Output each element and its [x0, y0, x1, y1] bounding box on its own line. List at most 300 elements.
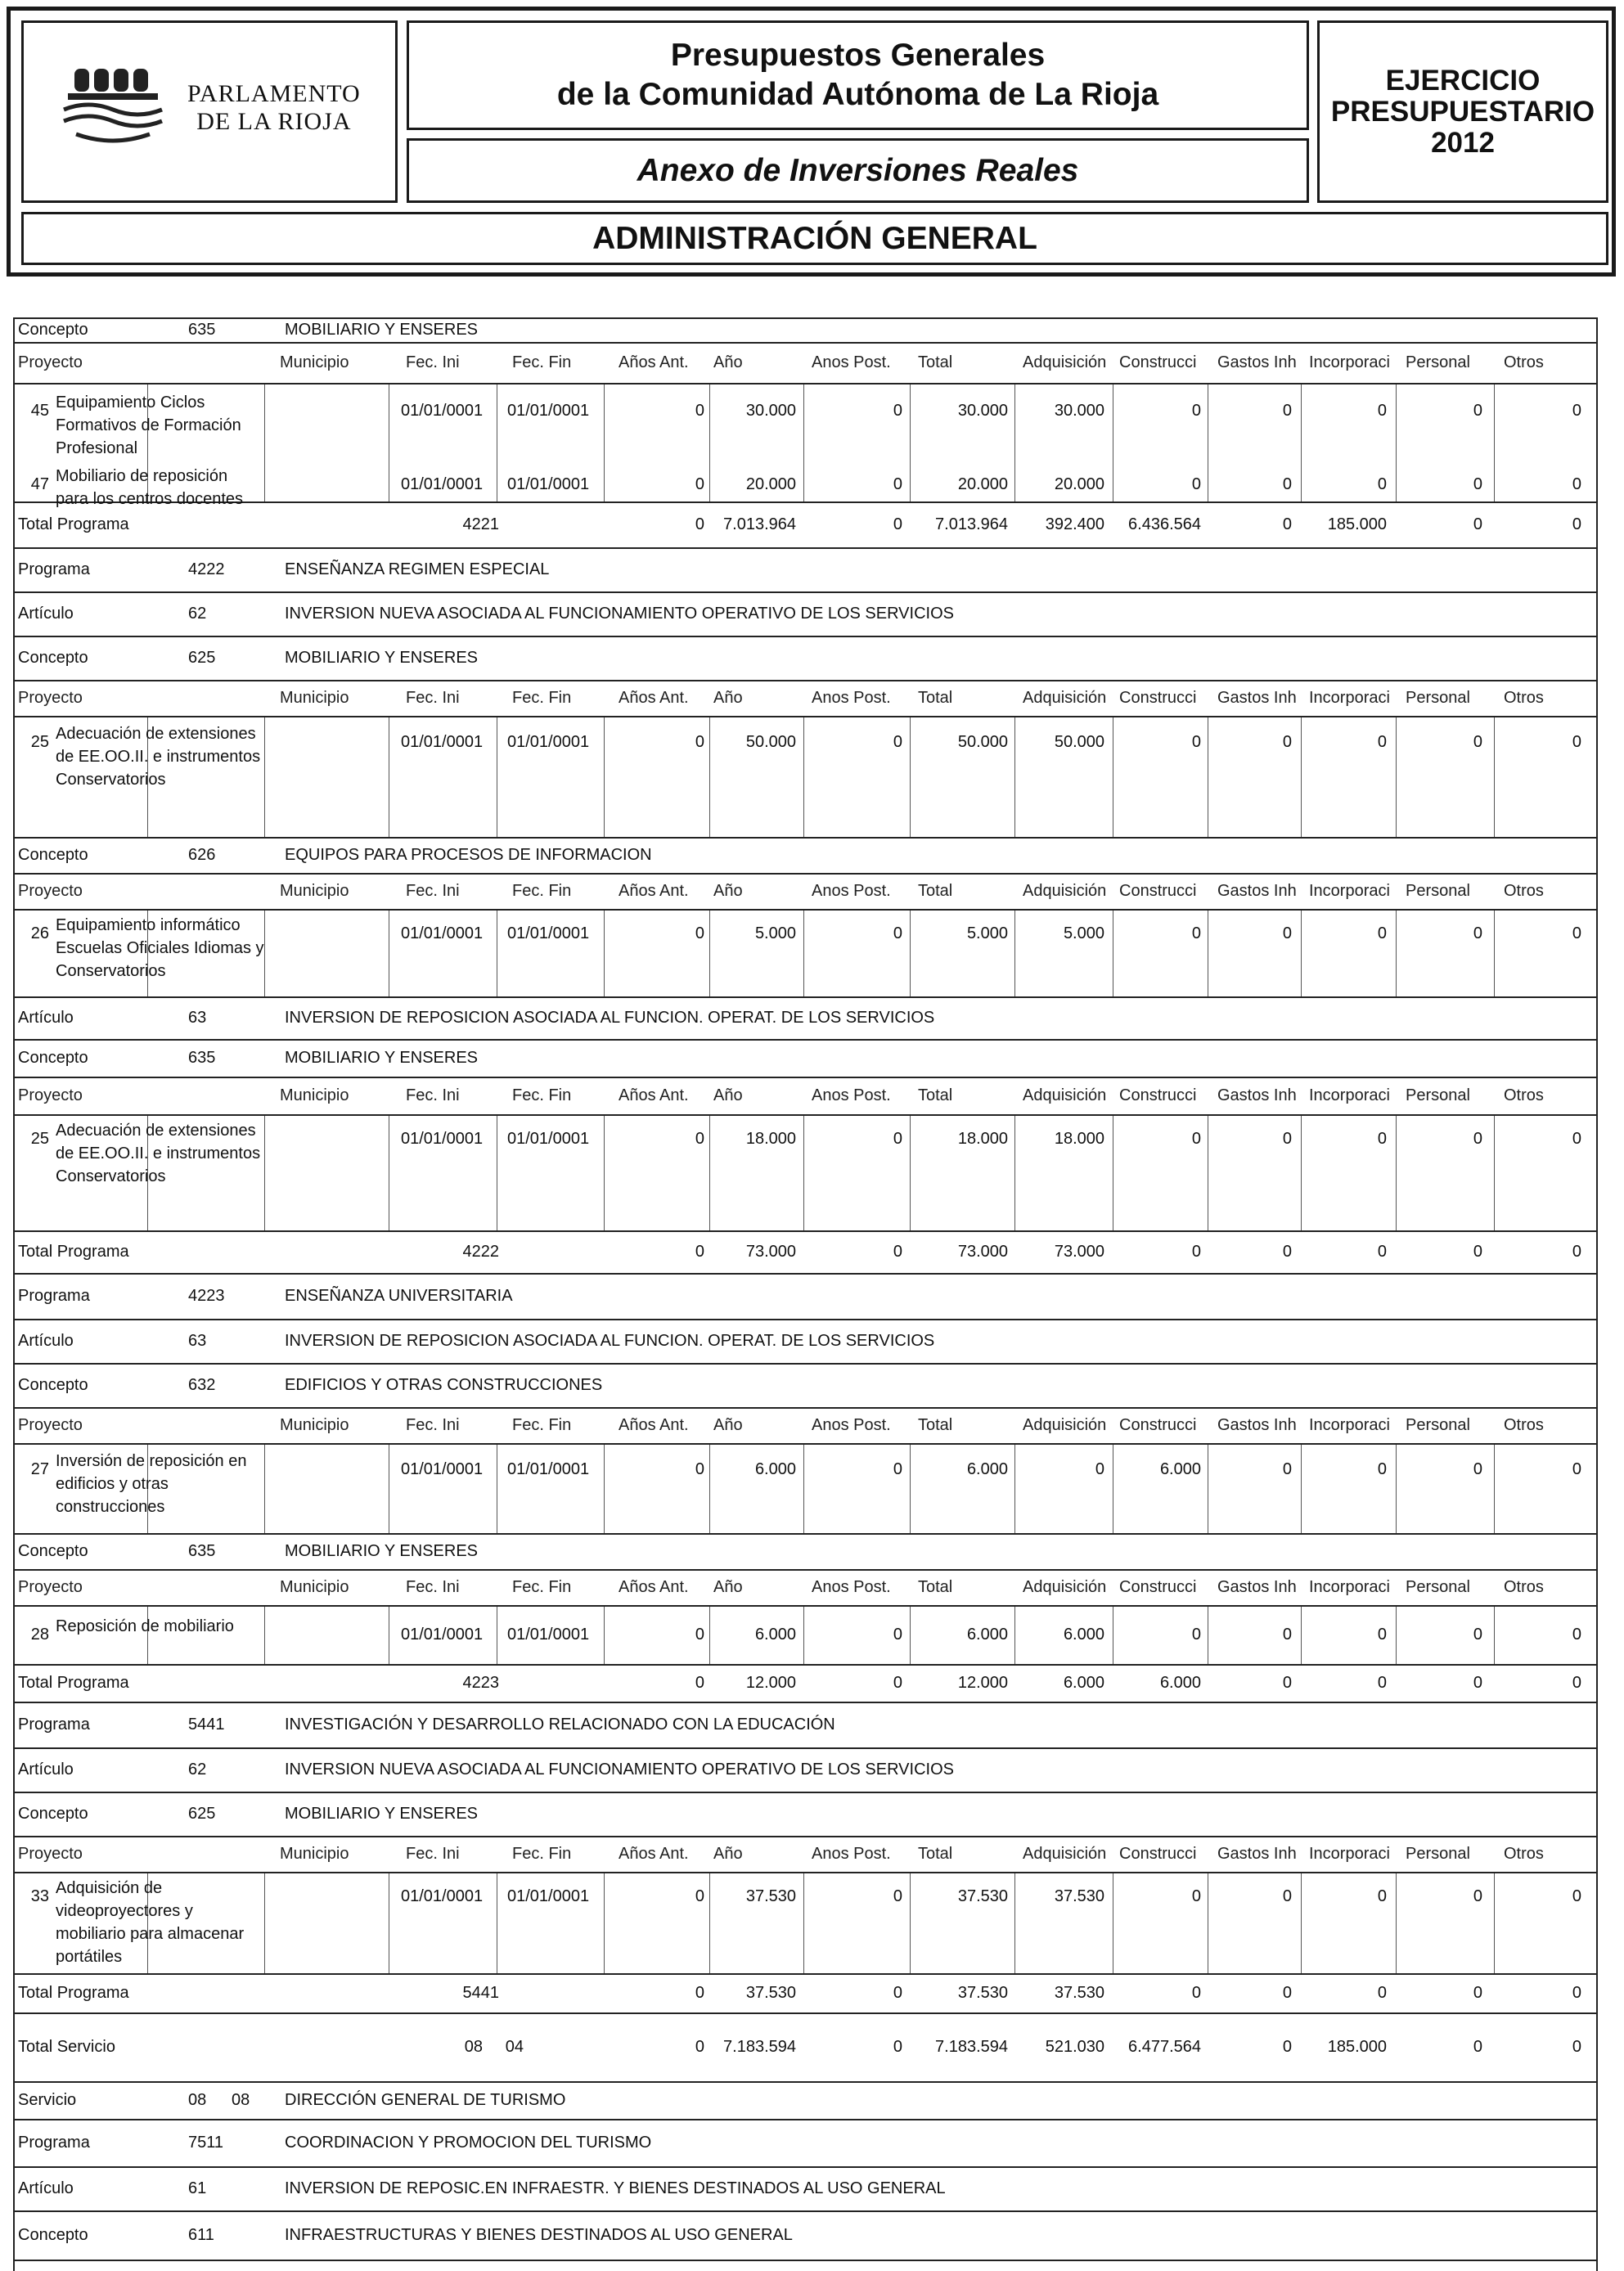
column-header-gastos-inh: Gastos Inh	[1217, 1845, 1297, 1863]
project-value-total: 6.000	[966, 1460, 1008, 1478]
project-value-total: 20.000	[957, 475, 1008, 493]
total-value-ano: 12.000	[745, 1674, 796, 1692]
total-value-construcci: 6.000	[1159, 1674, 1201, 1692]
column-divider	[910, 384, 911, 501]
project-value-anos-ant: 0	[695, 924, 704, 942]
project-end-date: 01/01/0001	[507, 402, 590, 420]
column-divider	[910, 1873, 911, 1973]
project-value-adquisicion: 30.000	[1054, 402, 1104, 420]
total-value-adquisicion: 392.400	[1045, 515, 1104, 533]
project-value-gastos-inh: 0	[1282, 1460, 1292, 1478]
project-value-adquisicion: 18.000	[1054, 1130, 1104, 1148]
project-value-anos-post: 0	[893, 1887, 902, 1905]
total-code: 5441	[462, 1984, 499, 2002]
project-value-anos-ant: 0	[695, 475, 704, 493]
label-description: ENSEÑANZA UNIVERSITARIA	[285, 1287, 513, 1305]
project-value-otros: 0	[1572, 1887, 1581, 1905]
project-end-date: 01/01/0001	[507, 1460, 590, 1478]
column-header-municipio: Municipio	[280, 353, 349, 371]
column-header-construcci: Construcci	[1119, 689, 1197, 707]
project-value-total: 5.000	[966, 924, 1008, 942]
column-header-gastos-inh: Gastos Inh	[1217, 353, 1297, 371]
total-value-gastos-inh: 0	[1282, 1984, 1292, 2002]
column-header-anos-ant: Años Ant.	[619, 1578, 689, 1596]
total-value-ano: 73.000	[745, 1243, 796, 1261]
project-value-construcci: 0	[1191, 475, 1201, 493]
group-label-row	[15, 319, 1596, 344]
column-header-personal: Personal	[1406, 882, 1470, 900]
column-divider	[264, 384, 265, 501]
total-value-adquisicion: 73.000	[1054, 1243, 1104, 1261]
column-divider	[1494, 717, 1495, 837]
column-divider	[709, 1116, 710, 1230]
project-value-total: 50.000	[957, 733, 1008, 751]
column-header-municipio: Municipio	[280, 689, 349, 707]
label-description: ENSEÑANZA REGIMEN ESPECIAL	[285, 560, 550, 578]
total-value-anos-post: 0	[893, 1984, 902, 2002]
column-header-fec-ini: Fec. Ini	[406, 1845, 460, 1863]
column-header-incorporaci: Incorporaci	[1309, 689, 1390, 707]
project-name: Reposición de mobiliario	[56, 1617, 234, 1635]
project-number: 26	[30, 924, 49, 942]
total-label: Total Programa	[18, 1674, 129, 1692]
column-header-row	[15, 344, 1596, 384]
group-label-row	[15, 2120, 1596, 2168]
project-value-anos-post: 0	[893, 733, 902, 751]
column-divider	[803, 1445, 804, 1533]
column-header-anos-post: Anos Post.	[812, 689, 891, 707]
label-type: Artículo	[18, 605, 74, 623]
project-value-anos-post: 0	[893, 1626, 902, 1644]
project-value-personal: 0	[1473, 1887, 1482, 1905]
column-divider	[1396, 717, 1397, 837]
column-header-fec-ini: Fec. Ini	[406, 882, 460, 900]
label-type: Concepto	[18, 1376, 88, 1394]
column-divider	[264, 717, 265, 837]
label-description: MOBILIARIO Y ENSERES	[285, 1805, 479, 1823]
column-header-construcci: Construcci	[1119, 1086, 1197, 1104]
total-value-anos-ant: 0	[695, 2038, 704, 2056]
group-label-row	[15, 1535, 1596, 1571]
group-label-row	[15, 1320, 1596, 1365]
column-divider	[1494, 384, 1495, 501]
project-value-adquisicion: 6.000	[1063, 1626, 1104, 1644]
column-divider	[910, 1607, 911, 1664]
total-value-construcci: 6.436.564	[1128, 515, 1201, 533]
group-label-row	[15, 1365, 1596, 1409]
column-header-gastos-inh: Gastos Inh	[1217, 1578, 1297, 1596]
project-value-incorporaci: 0	[1377, 924, 1387, 942]
project-value-otros: 0	[1572, 475, 1581, 493]
project-value-adquisicion: 20.000	[1054, 475, 1104, 493]
project-value-personal: 0	[1473, 1460, 1482, 1478]
column-header-anos-ant: Años Ant.	[619, 353, 689, 371]
total-value-total: 7.013.964	[935, 515, 1008, 533]
column-divider	[709, 911, 710, 996]
project-end-date: 01/01/0001	[507, 475, 590, 493]
column-header-ano: Año	[713, 689, 743, 707]
project-value-personal: 0	[1473, 402, 1482, 420]
total-value-adquisicion: 6.000	[1063, 1674, 1104, 1692]
project-row	[15, 1116, 1596, 1232]
column-header-fec-fin: Fec. Fin	[512, 689, 572, 707]
total-code: 08	[464, 2038, 483, 2056]
column-divider	[1014, 384, 1015, 501]
project-row	[15, 1607, 1596, 1666]
column-header-incorporaci: Incorporaci	[1309, 353, 1390, 371]
project-value-gastos-inh: 0	[1282, 402, 1292, 420]
column-header-row	[15, 1837, 1596, 1873]
total-value-otros: 0	[1572, 1674, 1581, 1692]
project-value-construcci: 0	[1191, 1130, 1201, 1148]
column-header-construcci: Construcci	[1119, 1416, 1197, 1434]
project-value-ano: 37.530	[745, 1887, 796, 1905]
total-value-gastos-inh: 0	[1282, 1243, 1292, 1261]
project-start-date: 01/01/0001	[401, 1887, 484, 1905]
project-value-otros: 0	[1572, 924, 1581, 942]
project-number: 27	[30, 1460, 49, 1478]
column-header-anos-ant: Años Ant.	[619, 689, 689, 707]
group-label-row	[15, 2212, 1596, 2261]
total-value-ano: 7.013.964	[723, 515, 796, 533]
total-value-construcci: 6.477.564	[1128, 2038, 1201, 2056]
total-code-2: 04	[505, 2038, 524, 2056]
document-subtitle: Anexo de Inversiones Reales	[407, 138, 1309, 203]
project-name: Adecuación de extensiones de EE.OO.II. e instrumentos Conservatorios	[56, 1122, 261, 1185]
column-header-row	[15, 1409, 1596, 1445]
column-header-adquisicion: Adquisición	[1023, 1086, 1107, 1104]
column-divider	[1396, 384, 1397, 501]
label-description: COORDINACION Y PROMOCION DEL TURISMO	[285, 2134, 652, 2152]
column-header-fec-ini: Fec. Ini	[406, 353, 460, 371]
column-header-otros: Otros	[1504, 882, 1544, 900]
column-header-proyecto: Proyecto	[18, 353, 83, 371]
label-description: INVERSION DE REPOSIC.EN INFRAESTR. Y BIENES DESTINADOS AL USO GENERAL	[285, 2179, 946, 2197]
project-start-date: 01/01/0001	[401, 1460, 484, 1478]
total-value-total: 7.183.594	[935, 2038, 1008, 2056]
column-header-fec-ini: Fec. Ini	[406, 1086, 460, 1104]
column-header-fec-fin: Fec. Fin	[512, 353, 572, 371]
column-header-construcci: Construcci	[1119, 1578, 1197, 1596]
total-value-otros: 0	[1572, 1243, 1581, 1261]
total-value-ano: 7.183.594	[723, 2038, 796, 2056]
project-value-anos-ant: 0	[695, 1130, 704, 1148]
project-value-total: 18.000	[957, 1130, 1008, 1148]
column-header-anos-ant: Años Ant.	[619, 1845, 689, 1863]
column-header-municipio: Municipio	[280, 882, 349, 900]
column-header-ano: Año	[713, 1086, 743, 1104]
column-header-total: Total	[918, 353, 953, 371]
column-header-incorporaci: Incorporaci	[1309, 1086, 1390, 1104]
column-divider	[709, 384, 710, 501]
column-header-anos-ant: Años Ant.	[619, 1416, 689, 1434]
total-value-total: 12.000	[957, 1674, 1008, 1692]
label-description: INFRAESTRUCTURAS Y BIENES DESTINADOS AL USO GENERAL	[285, 2226, 793, 2244]
project-number: 25	[30, 733, 49, 751]
label-type: Concepto	[18, 1542, 88, 1560]
column-header-anos-ant: Años Ant.	[619, 1086, 689, 1104]
label-description: EQUIPOS PARA PROCESOS DE INFORMACION	[285, 846, 652, 864]
column-divider	[709, 1607, 710, 1664]
total-row	[15, 1975, 1596, 2014]
total-value-anos-ant: 0	[695, 1984, 704, 2002]
column-header-anos-post: Anos Post.	[812, 882, 891, 900]
column-header-municipio: Municipio	[280, 1416, 349, 1434]
parliament-logo-icon	[60, 62, 174, 152]
column-divider	[1014, 1873, 1015, 1973]
project-value-otros: 0	[1572, 733, 1581, 751]
project-value-ano: 5.000	[754, 924, 796, 942]
label-code: 626	[188, 846, 216, 864]
project-number: 28	[30, 1626, 49, 1644]
label-type: Programa	[18, 560, 90, 578]
column-header-row	[15, 1078, 1596, 1116]
column-header-adquisicion: Adquisición	[1023, 882, 1107, 900]
column-header-otros: Otros	[1504, 1845, 1544, 1863]
column-divider	[1494, 1116, 1495, 1230]
project-value-personal: 0	[1473, 1626, 1482, 1644]
project-row	[15, 911, 1596, 998]
project-name: Equipamiento informático Escuelas Oficiales Idiomas y Conservatorios	[56, 916, 264, 980]
project-value-gastos-inh: 0	[1282, 475, 1292, 493]
project-value-gastos-inh: 0	[1282, 924, 1292, 942]
group-label-row	[15, 998, 1596, 1041]
column-header-fec-ini: Fec. Ini	[406, 1578, 460, 1596]
project-value-anos-ant: 0	[695, 733, 704, 751]
column-header-proyecto: Proyecto	[18, 1578, 83, 1596]
total-value-adquisicion: 37.530	[1054, 1984, 1104, 2002]
project-value-incorporaci: 0	[1377, 1130, 1387, 1148]
column-divider	[1396, 1116, 1397, 1230]
column-header-personal: Personal	[1406, 1416, 1470, 1434]
total-label: Total Servicio	[18, 2038, 115, 2056]
label-type: Servicio	[18, 2091, 77, 2109]
column-header-proyecto: Proyecto	[18, 1086, 83, 1104]
project-value-ano: 6.000	[754, 1626, 796, 1644]
column-divider	[264, 1116, 265, 1230]
column-header-ano: Año	[713, 353, 743, 371]
column-header-proyecto: Proyecto	[18, 882, 83, 900]
total-value-anos-ant: 0	[695, 1243, 704, 1261]
column-header-incorporaci: Incorporaci	[1309, 1416, 1390, 1434]
document-header	[7, 7, 1616, 277]
column-header-row	[15, 681, 1596, 717]
label-code: 635	[188, 1049, 216, 1067]
column-header-municipio: Municipio	[280, 1845, 349, 1863]
label-type: Programa	[18, 2134, 90, 2152]
project-number: 47	[30, 475, 49, 493]
column-header-fec-fin: Fec. Fin	[512, 882, 572, 900]
label-code: 4222	[188, 560, 225, 578]
column-header-otros: Otros	[1504, 689, 1544, 707]
total-value-anos-ant: 0	[695, 1674, 704, 1692]
label-type: Artículo	[18, 1332, 74, 1350]
ejercicio-line-3: 2012	[1431, 126, 1495, 159]
project-value-otros: 0	[1572, 402, 1581, 420]
column-divider	[604, 1445, 605, 1533]
column-header-total: Total	[918, 882, 953, 900]
column-divider	[604, 911, 605, 996]
logo-box	[21, 20, 398, 203]
column-divider	[604, 1873, 605, 1973]
column-divider	[910, 1445, 911, 1533]
column-divider	[1494, 911, 1495, 996]
total-value-anos-ant: 0	[695, 515, 704, 533]
column-divider	[1301, 1445, 1302, 1533]
column-divider	[604, 1116, 605, 1230]
project-start-date: 01/01/0001	[401, 475, 484, 493]
total-code: 4221	[462, 515, 499, 533]
column-header-personal: Personal	[1406, 1845, 1470, 1863]
project-value-anos-post: 0	[893, 402, 902, 420]
column-header-otros: Otros	[1504, 353, 1544, 371]
project-value-construcci: 0	[1191, 1626, 1201, 1644]
column-header-proyecto: Proyecto	[18, 1845, 83, 1863]
column-header-fec-fin: Fec. Fin	[512, 1845, 572, 1863]
total-value-construcci: 0	[1191, 1243, 1201, 1261]
column-divider	[709, 717, 710, 837]
label-type: Concepto	[18, 649, 88, 667]
column-header-municipio: Municipio	[280, 1578, 349, 1596]
project-name: Equipamiento Ciclos Formativos de Formación Profesional	[56, 393, 241, 457]
column-divider	[803, 1116, 804, 1230]
column-divider	[604, 1607, 605, 1664]
total-value-personal: 0	[1473, 1243, 1482, 1261]
ejercicio-line-2: PRESUPUESTARIO	[1330, 95, 1595, 128]
project-value-personal: 0	[1473, 733, 1482, 751]
column-header-anos-post: Anos Post.	[812, 1416, 891, 1434]
project-value-adquisicion: 5.000	[1063, 924, 1104, 942]
column-header-construcci: Construcci	[1119, 1845, 1197, 1863]
title-line-1: Presupuestos Generales	[670, 38, 1046, 73]
project-name: Inversión de reposición en edificios y otras construcciones	[56, 1452, 247, 1516]
column-divider	[1014, 1445, 1015, 1533]
column-header-otros: Otros	[1504, 1086, 1544, 1104]
project-value-ano: 50.000	[745, 733, 796, 751]
project-value-personal: 0	[1473, 924, 1482, 942]
column-header-personal: Personal	[1406, 1578, 1470, 1596]
column-header-construcci: Construcci	[1119, 353, 1197, 371]
project-value-construcci: 0	[1191, 402, 1201, 420]
project-value-construcci: 0	[1191, 1887, 1201, 1905]
investments-table	[13, 317, 1598, 2271]
label-code: 62	[188, 1761, 207, 1779]
project-value-anos-ant: 0	[695, 1626, 704, 1644]
project-value-otros: 0	[1572, 1130, 1581, 1148]
column-divider	[1396, 911, 1397, 996]
column-divider	[709, 1873, 710, 1973]
project-value-construcci: 6.000	[1159, 1460, 1201, 1478]
total-row	[15, 2014, 1596, 2083]
column-divider	[1396, 1873, 1397, 1973]
column-header-fec-ini: Fec. Ini	[406, 1416, 460, 1434]
group-label-row	[15, 549, 1596, 593]
label-type: Concepto	[18, 1049, 88, 1067]
document-title	[407, 20, 1309, 130]
total-row	[15, 1232, 1596, 1275]
total-value-gastos-inh: 0	[1282, 2038, 1292, 2056]
label-code: 635	[188, 321, 216, 339]
column-divider	[803, 1873, 804, 1973]
column-divider	[1301, 1873, 1302, 1973]
project-start-date: 01/01/0001	[401, 402, 484, 420]
column-divider	[1301, 911, 1302, 996]
total-value-otros: 0	[1572, 1984, 1581, 2002]
group-label-row	[15, 1793, 1596, 1837]
project-value-incorporaci: 0	[1377, 733, 1387, 751]
column-header-municipio: Municipio	[280, 1086, 349, 1104]
column-divider	[803, 717, 804, 837]
group-label-row	[15, 839, 1596, 875]
logo-line-2: DE LA RIOJA	[196, 108, 352, 135]
label-code: 63	[188, 1332, 207, 1350]
column-header-adquisicion: Adquisición	[1023, 1845, 1107, 1863]
column-header-gastos-inh: Gastos Inh	[1217, 1086, 1297, 1104]
project-value-personal: 0	[1473, 475, 1482, 493]
group-label-row	[15, 593, 1596, 637]
column-header-anos-post: Anos Post.	[812, 1578, 891, 1596]
project-start-date: 01/01/0001	[401, 1130, 484, 1148]
label-description: MOBILIARIO Y ENSERES	[285, 321, 479, 339]
group-label-row	[15, 1041, 1596, 1078]
label-code: 08	[188, 2091, 207, 2109]
column-divider	[604, 717, 605, 837]
column-divider	[264, 1873, 265, 1973]
column-header-total: Total	[918, 1845, 953, 1863]
column-divider	[910, 1116, 911, 1230]
project-value-anos-ant: 0	[695, 402, 704, 420]
project-value-incorporaci: 0	[1377, 1626, 1387, 1644]
column-divider	[709, 1445, 710, 1533]
total-value-construcci: 0	[1191, 1984, 1201, 2002]
label-code: 4223	[188, 1287, 225, 1305]
project-number: 45	[30, 402, 49, 420]
label-code-2: 08	[232, 2091, 250, 2109]
label-type: Artículo	[18, 2179, 74, 2197]
label-code: 7511	[188, 2134, 224, 2152]
project-value-adquisicion: 0	[1095, 1460, 1104, 1478]
project-value-incorporaci: 0	[1377, 402, 1387, 420]
project-value-construcci: 0	[1191, 733, 1201, 751]
column-header-anos-post: Anos Post.	[812, 1845, 891, 1863]
project-value-construcci: 0	[1191, 924, 1201, 942]
project-value-anos-post: 0	[893, 1460, 902, 1478]
total-value-gastos-inh: 0	[1282, 515, 1292, 533]
label-description: INVERSION NUEVA ASOCIADA AL FUNCIONAMIENTO OPERATIVO DE LOS SERVICIOS	[285, 1761, 954, 1779]
project-row	[15, 1873, 1596, 1975]
label-code: 625	[188, 1805, 216, 1823]
group-label-row	[15, 2168, 1596, 2212]
column-divider	[1494, 1607, 1495, 1664]
project-name: Mobiliario de reposición para los centros docentes	[56, 467, 244, 508]
total-value-personal: 0	[1473, 1674, 1482, 1692]
total-value-anos-post: 0	[893, 1674, 902, 1692]
project-value-incorporaci: 0	[1377, 1887, 1387, 1905]
column-divider	[803, 911, 804, 996]
column-header-fec-ini: Fec. Ini	[406, 689, 460, 707]
project-value-ano: 6.000	[754, 1460, 796, 1478]
column-divider	[1301, 384, 1302, 501]
label-type: Programa	[18, 1287, 90, 1305]
project-value-gastos-inh: 0	[1282, 1887, 1292, 1905]
column-header-proyecto: Proyecto	[18, 1416, 83, 1434]
column-header-gastos-inh: Gastos Inh	[1217, 689, 1297, 707]
project-start-date: 01/01/0001	[401, 733, 484, 751]
project-end-date: 01/01/0001	[507, 1130, 590, 1148]
project-end-date: 01/01/0001	[507, 924, 590, 942]
group-label-row	[15, 1275, 1596, 1320]
total-value-personal: 0	[1473, 2038, 1482, 2056]
